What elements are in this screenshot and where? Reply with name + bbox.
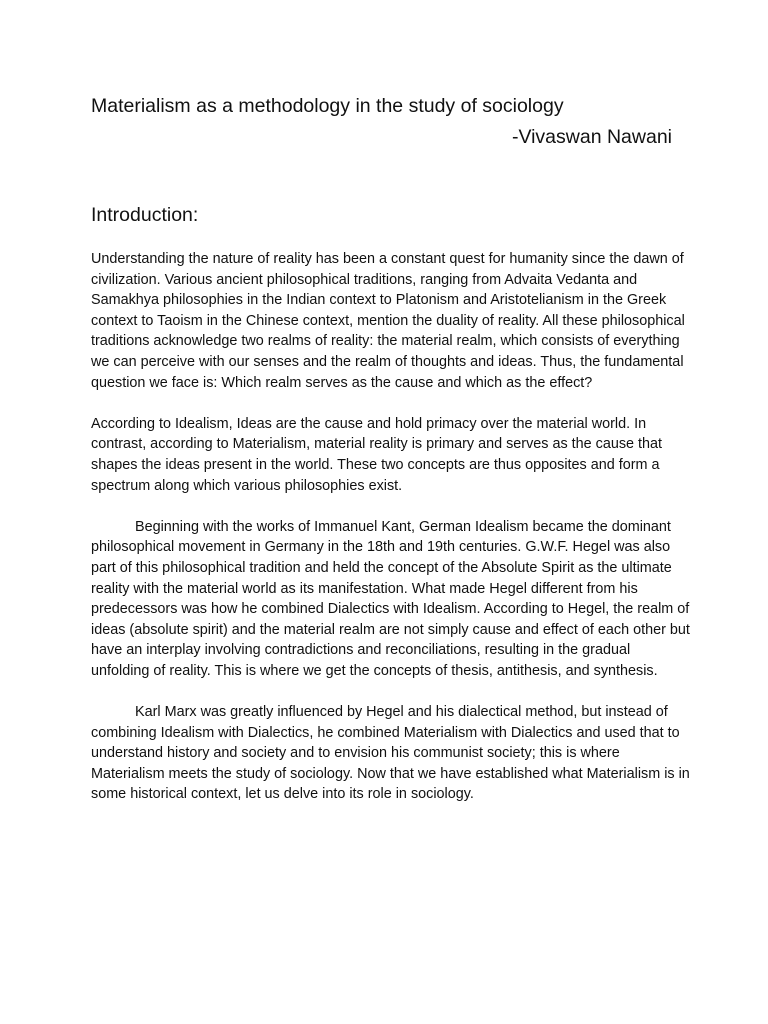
author-byline: -Vivaswan Nawani xyxy=(511,126,672,148)
paragraph: According to Idealism, Ideas are the cause and hold primacy over the material world. In contrast, according to Materialism, material reality is primary and serves as the cause that shapes the ideas present in the world. These two concepts are thus opposites and form a spectrum along which various philosophies exist. xyxy=(91,415,663,494)
paragraph: Beginning with the works of Immanuel Kant, German Idealism became the dominant philosophical movement in Germany in the 18th and 19th centuries. G.W.F. Hegel was also part of this philosophical tradition and held the concept of the Absolute Spirit as the ultimate reality with the material world as its manifestation. What made Hegel different from his predecessors was how he combined Dialectics with Idealism. According to Hegel, the realm of ideas (absolute spirit) and the material realm are not simply cause and effect of each other but have an interplay involving contradictions and reconciliations, resulting in the gradual unfolding of reality. This is where we get the concepts of thesis, antithesis, and synthesis. xyxy=(91,518,690,679)
paragraph: Karl Marx was greatly influenced by Hegel and his dialectical method, but instead of combining Idealism with Dialectics, he combined Materialism with Dialectics and used that to understand history and society and to envision his communist society; this is where Materialism meets the study of sociology. Now that we have established what Materialism is in some historical context, let us delve into its role in sociology. xyxy=(91,704,690,803)
document-body xyxy=(91,249,691,826)
document-title: Materialism as a methodology in the study of sociology xyxy=(91,95,564,117)
paragraph: Understanding the nature of reality has been a constant quest for humanity since the dawn of civilization. Various ancient philosophical traditions, ranging from Advaita Vedanta and Samakhya philosophies in the Indian context to Platonism and Aristotelianism in the Greek context to Taoism in the Chinese context, mention the duality of reality. All these philosophical traditions acknowledge two realms of reality: the material realm, which consists of everything we can perceive with our senses and the realm of thoughts and ideas. Thus, the fundamental question we face is: Which realm serves as the cause and which as the effect? xyxy=(91,251,685,391)
section-heading: Introduction: xyxy=(91,204,199,226)
